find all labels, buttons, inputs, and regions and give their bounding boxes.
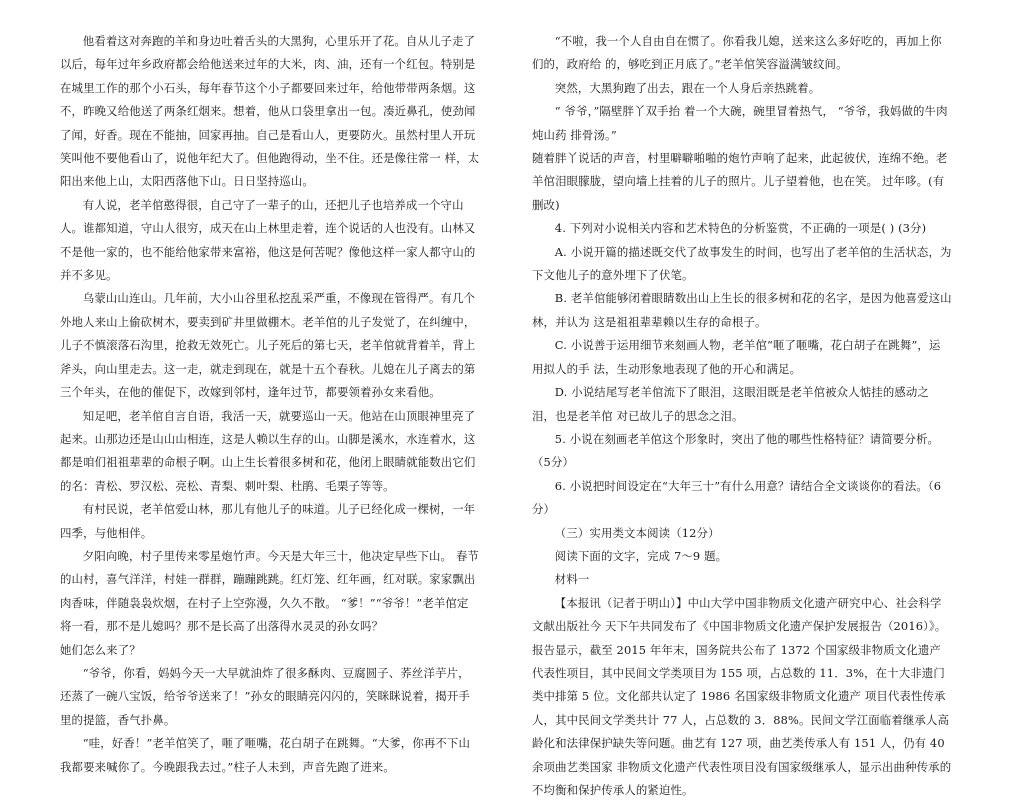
right-paragraph: “ 爷爷，”隔壁胖丫双手抬 着一个大碗，碗里冒着热气， “爷爷，我妈做的牛肉炖山药 排骨汤。”: [532, 104, 948, 142]
left-paragraph: “爷爷，你看，妈妈今天一大早就油炸了很多酥肉、豆腐圆子、荞丝洋芋片，还蒸了一碗八宝饭，给爷爷送来了！”孙女的眼睛亮闪闪的，笑眯眯说着，揭开手里的提篮，香气扑鼻。: [60, 665, 470, 727]
right-paragraph: “不啦，我一个人自由自在惯了。你看我儿媳，送来这么多好吃的，再加上你们的，政府给 的，够吃到正月底了。”老羊倌笑容溢满皱纹间。: [532, 34, 942, 72]
left-paragraph: 有人说，老羊倌憨得很，自己守了一辈子的山，还把儿子也培养成一个守山人。谁都知道，守山人很穷，成天在山上林里走着，连个说话的人也没有。山林又不是他一家的，也不能给他家带来富裕，他这是何苦呢？像他这样一家人都守山的并不多见。: [60, 197, 476, 283]
right-paragraph: 【本报讯（记者于明山）】中山大学中国非物质文化遗产研究中心、社会科学文献出版社今 天下午共同发布了《中国非物质文化遗产保护发展报告（2016）》。报告显示，截至 2015 年年末，国务院共公布了 1372 个国家级非物质文化遗产代表性项目，其中民间文学类项目为 155 项，占总数的 11．3%，在十大非遗门类中排第 5 位。文化部共认定了 1986 名国家级非物质文化遗产 项目代表性传承人，其中民间文学类共计 77 人，占总数的 3．88%。民间文学江面临着继承人高 龄化和法律保护缺失等问题。曲艺有 127 项，曲艺类传承人有 151 人，仍有 40 余项曲艺类国家 非物质文化遗产代表性项目没有国家级继承人，显示出曲种传承的不均衡和保护传承人的紧迫性。: [532, 595, 952, 797]
left-paragraph: 乌蒙山山连山。几年前，大小山谷里私挖乱采严重，不像现在管得严。有几个外地人来山上偷砍树木，要卖到矿井里做棚木。老羊倌的儿子发觉了，在纠缠中，儿子不慎滚落石沟里，抢救无效死亡。儿子死后的第七天，老羊倌就背着羊，背上斧头，向山里走去。这一走，就走到现在，就是十五个春秋。儿媳在儿子离去的第三个年头，在他的催促下，改嫁到邻村，逢年过节，都要领着孙女来看他。: [60, 291, 476, 400]
right-paragraph: 5. 小说在刻画老羊倌这个形象时，突出了他的哪些性格特征？请简要分析。（5分）: [532, 431, 940, 470]
right-paragraph: D. 小说结尾写老羊倌流下了眼泪，这眼泪既是老羊倌被众人惦挂的感动之泪，也是老羊倌 对已故儿子的思念之泪。: [532, 385, 929, 423]
right-paragraph: C. 小说善于运用细节来刻画人物，老羊倌“咂了咂嘴，花白胡子在跳舞”，运用拟人的手 法，生动形象地表现了他的开心和满足。: [532, 338, 941, 376]
right-paragraph: B. 老羊倌能够闭着眼睛数出山上生长的很多树和花的名字，是因为他喜爱这山林，并认为 这是祖祖辈辈赖以生存的命根子。: [532, 291, 952, 329]
left-paragraph: 有村民说，老羊倌爱山林，那儿有他儿子的味道。儿子已经化成一棵树，一年四季，与他相伴。: [60, 502, 476, 540]
left-paragraph: 她们怎么来了？: [60, 642, 141, 657]
left-paragraph: 他看着这对奔跑的羊和身边吐着舌头的大黑狗，心里乐开了花。自从儿子走了以后，每年过年乡政府都会给他送来过年的大米，肉、油，还有一个红包。特别是在城里工作的那个小石头，每年春节这个小子都要回来过年，给他带带两条烟。这不，昨晚又给他送了两条红烟来。想着，他从口袋里拿出一包。凑近鼻孔，使劲闻了闻，好香。现在不能抽，回家再抽。自己是看山人，更要防火。虽然村里人开玩笑叫他不要他看山了，说他年纪大了。但他跑得动，坐不住。还是像往常一 样，太阳出来他上山，太阳西落他下山。日日坚持巡山。: [60, 34, 480, 189]
left-column: [60, 30, 480, 779]
left-paragraph: “哇，好香！”老羊倌笑了，咂了咂嘴，花白胡子在跳舞。“大爹，你再不下山我都要来喊你了。今晚跟我去过。”柱子人未到，声音先跑了进来。: [60, 736, 471, 774]
left-paragraph: 知足吧，老羊倌自言自语，我活一天，就要巡山一天。他站在山顶眼神里亮了起来。山那边还是山山山相连，这是人赖以生存的山。山脚是溪水，水连着水，这都是咱们祖祖辈辈的命根子啊。山上生长着很多树和花，他闭上眼睛就能数出它们的名：青松、罗汉松、亮松、青梨、刺叶梨、杜鹃、毛栗子等等。: [60, 408, 476, 493]
right-paragraph: 阅读下面的文字，完成 7～9 题。: [554, 548, 728, 563]
right-paragraph: A. 小说开篇的描述既交代了故事发生的时间，也写出了老羊倌的生活状态，为下文他儿子的意外埋下了伏笔。: [532, 244, 952, 283]
right-paragraph: 4. 下列对小说相关内容和艺术特色的分析鉴赏，不正确的一项是( ) (3分): [554, 221, 927, 236]
right-column: [532, 30, 952, 802]
right-paragraph: 材料一: [554, 572, 590, 587]
right-paragraph: 随着胖丫说话的声音，村里噼噼啪啪的炮竹声响了起来，此起彼伏，连绵不绝。老羊倌泪眼朦胧，望向墙上挂着的儿子的照片。儿子望着他，也在笑。 过年哆。(有删改): [532, 151, 948, 212]
right-paragraph: （三）实用类文本阅读（12分）: [554, 525, 720, 540]
left-paragraph: 夕阳向晚，村子里传来零星炮竹声。今天是大年三十，他决定早些下山。 春节的山村，喜气洋洋，村娃一群群，蹦蹦跳跳。红灯笼、红年画，红对联。家家飘出肉香味，伴随袅袅炊烟，在村子上空弥漫，久久不散。 “爹！”“爷爷！”老羊倌定将一看，那不是儿媳吗？那不是长高了出落得水灵灵的孙女吗？: [60, 548, 479, 634]
right-paragraph: 6. 小说把时间设定在“大年三十”有什么用意？请结合全文谈谈你的看法。（6分）: [532, 478, 942, 517]
right-paragraph: 突然，大黑狗跑了出去，跟在一个人身后亲热跳着。: [554, 80, 821, 95]
